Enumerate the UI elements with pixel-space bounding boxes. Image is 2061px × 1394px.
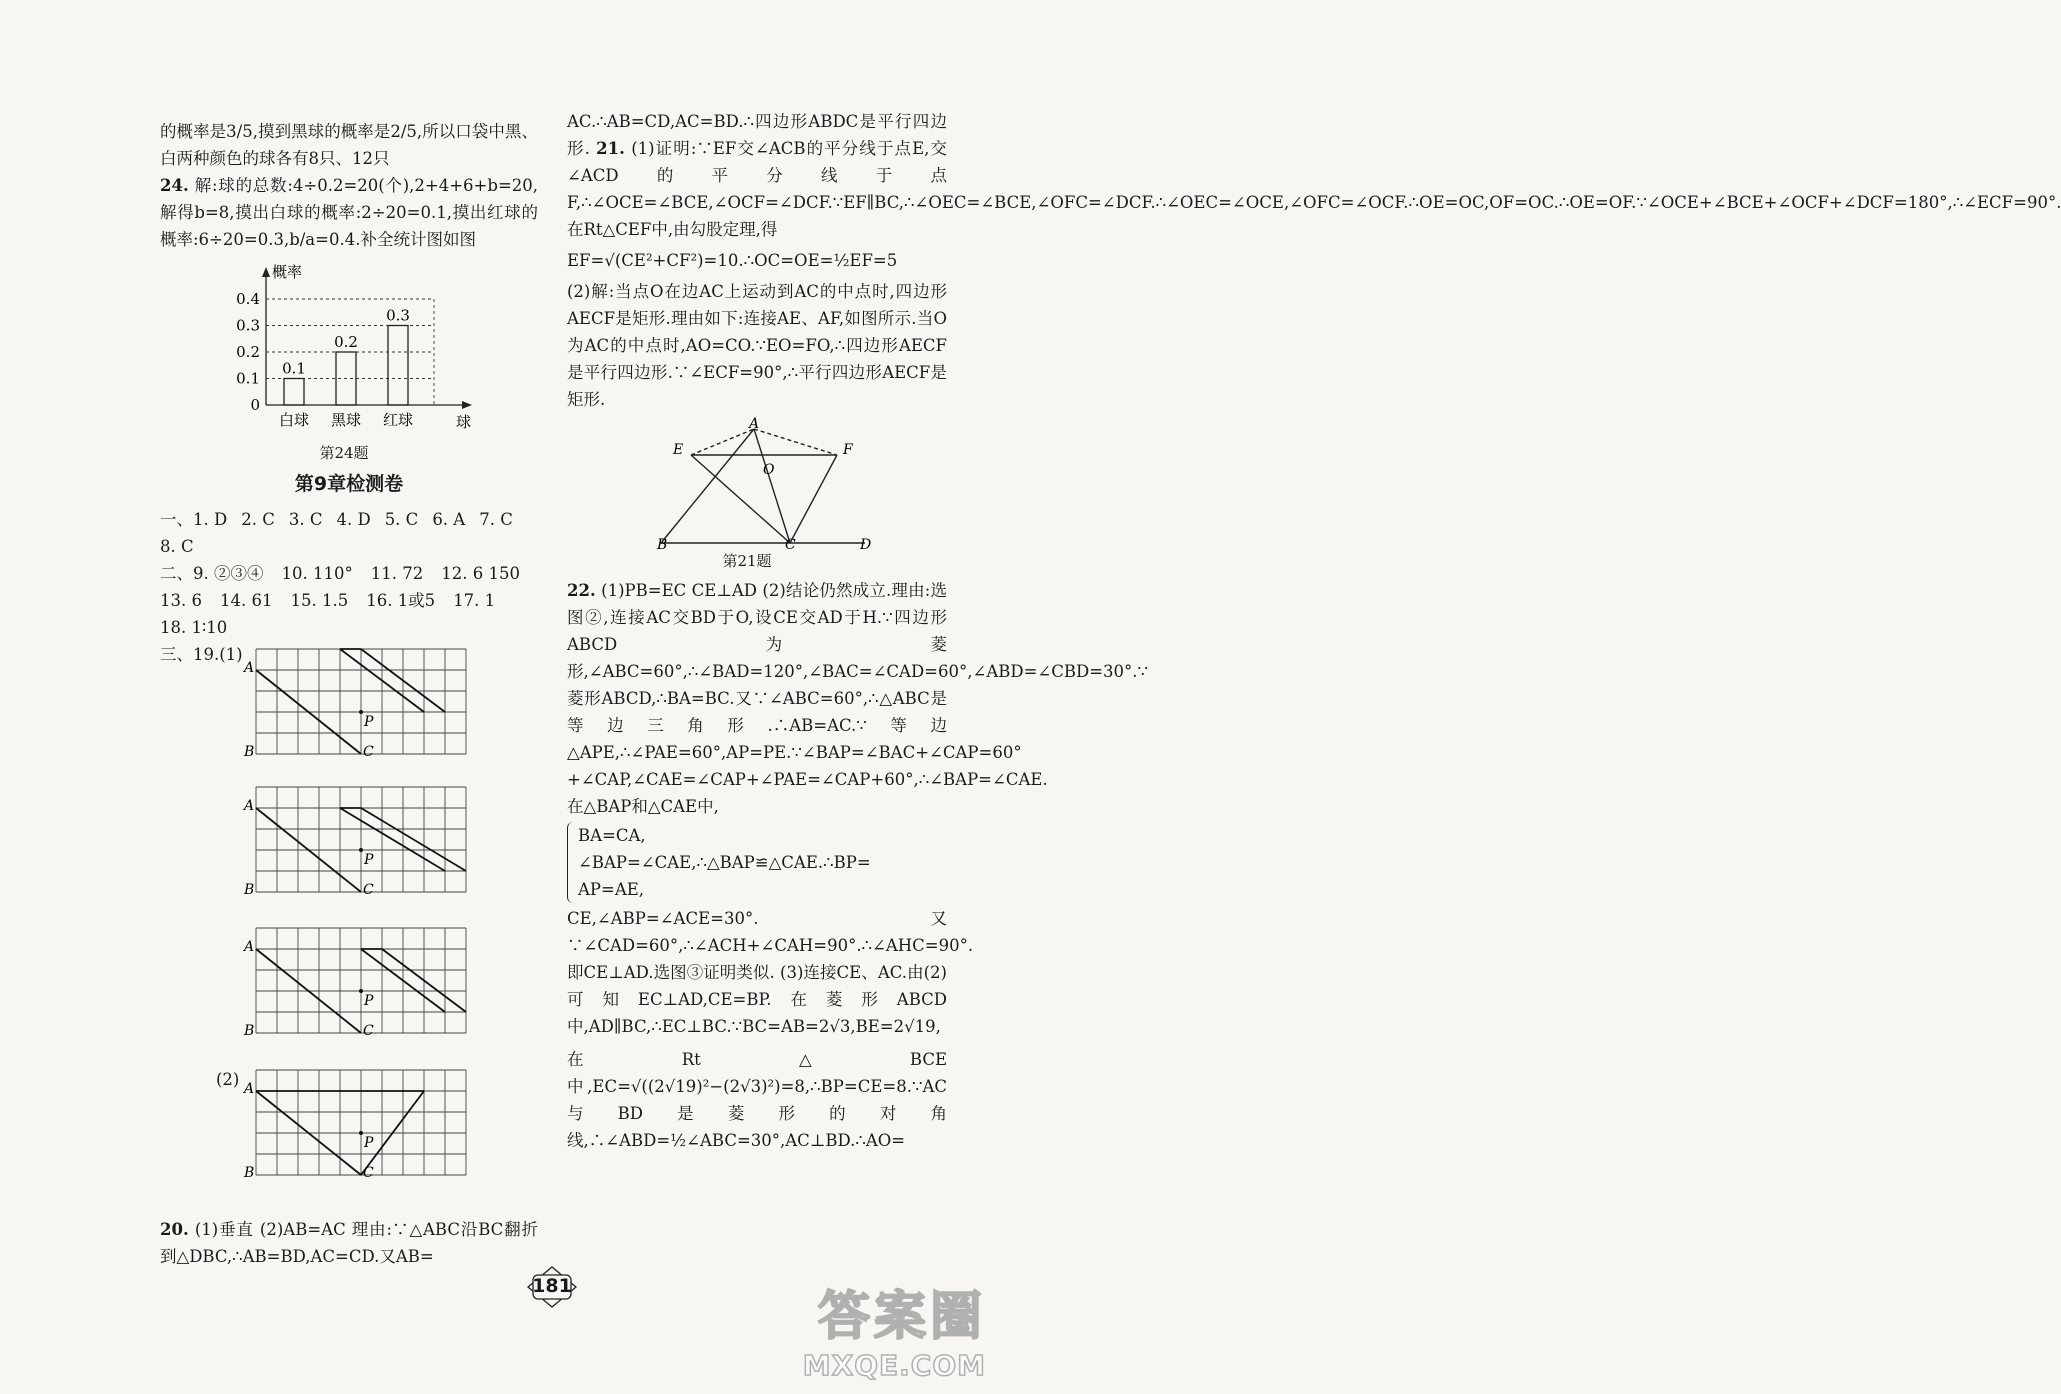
y-tick-label: 0 xyxy=(250,396,260,414)
answer-row xyxy=(160,560,538,587)
answer-item: 12. 6 150 xyxy=(441,564,520,583)
translated-edge-2 xyxy=(361,808,466,871)
answer-22 xyxy=(567,577,1149,820)
q20-continuation: AC.∴AB=CD,AC=BD.∴四边形ABDC是平行四边形. xyxy=(567,112,947,158)
point-P xyxy=(359,710,363,714)
chart-caption: 第24题 xyxy=(319,444,369,462)
x-tick-label: 红球 xyxy=(382,411,414,429)
x-axis-arrow xyxy=(462,401,472,409)
label-A: A xyxy=(244,798,255,814)
label-P: P xyxy=(364,1135,374,1151)
y-axis-arrow xyxy=(262,267,270,277)
label-D: D xyxy=(860,537,872,553)
q21-number: 21. xyxy=(596,139,625,158)
line-AC xyxy=(754,429,790,543)
translated-edge xyxy=(340,808,445,871)
q20-text: (1)垂直 (2)AB=AC 理由:∵△ABC沿BC翻折到△DBC,∴AB=BD,AC=CD.又AB= xyxy=(160,1220,539,1266)
label-O: O xyxy=(763,462,775,478)
figure-21-geometry xyxy=(651,416,881,553)
answer-23-end: 的概率是3/5,摸到黑球的概率是2/5,所以口袋中黑、白两种颜色的球各有8只、12只 xyxy=(160,122,538,168)
answer-20-end xyxy=(567,108,2061,243)
label-A: A xyxy=(749,416,760,432)
label-P: P xyxy=(364,714,374,730)
brace-line-3: AP=AE, xyxy=(578,880,645,899)
brace-line-2: ∠BAP=∠CAE,∴△BAP≌△CAE.∴BP= xyxy=(578,853,871,872)
q21-part2: (2)解:当点O在边AC上运动到AC的中点时,四边形AECF是矩形.理由如下:连接AE、AF,如图所示.当O为AC的中点时,AO=CO.∵EO=FO,∴四边形AECF是平行四边形.∵∠ECF=90°,∴平行四边形AECF是矩形. xyxy=(567,282,947,409)
q19-label: 三、19.(1) xyxy=(160,645,243,664)
q19-part2-label: (2) xyxy=(216,1070,240,1089)
answer-item: 二、9. ②③④ xyxy=(160,564,264,583)
label-C: C xyxy=(363,1023,374,1039)
point-P xyxy=(359,1131,363,1135)
label-B: B xyxy=(244,1165,255,1181)
left-column xyxy=(160,118,538,1270)
q22-text: (1)PB=EC CE⊥AD (2)结论仍然成立.理由:选图②,连接AC交BD于O,设CE交AD于H.∵四边形ABCD为菱形,∠ABC=60°,∴∠BAD=120°,∠BAC=∠CAD=60°,∠ABD=∠CBD=30°.∵菱形ABCD,∴BA=BC.又∵∠ABC=60°,∴△ABC是等边三角形.∴AB=AC.∵等边△APE,∴∠PAE=60°,AP=PE.∵∠BAP=∠BAC+∠CAP=60°+∠CAP,∠CAE=∠CAP+∠PAE=∠CAP+60°,∴∠BAP=∠CAE.在△BAP和△CAE中, xyxy=(567,581,1149,816)
answer-item: 一、1. D xyxy=(160,510,228,529)
label-A: A xyxy=(244,939,255,955)
answer-22-part3: 在Rt△BCE中,EC=√((2√19)²−(2√3)²)=8,∴BP=CE=8.∵AC与BD是菱形的对角线,∴∠ABD=½∠ABC=30°,AC⊥BD.∴AO= xyxy=(567,1050,947,1150)
bar-value-label: 0.2 xyxy=(334,333,358,351)
label-P: P xyxy=(364,993,374,1009)
y-tick-label: 0.4 xyxy=(236,290,260,308)
page-number-badge xyxy=(527,1266,577,1308)
label-P: P xyxy=(364,852,374,868)
grid-figure-1 xyxy=(246,645,476,771)
q21-formula: EF=√(CE²+CF²)=10.∴OC=OE=½EF=5 xyxy=(567,251,898,270)
grid-figure-4 xyxy=(246,1066,476,1192)
q21-text: (1)证明:∵EF交∠ACB的平分线于点E,交∠ACD的平分线于点F,∴∠OCE=∠BCE,∠OCF=∠DCF.∵EF∥BC,∴∠OEC=∠BCE,∠OFC=∠DCF.∴∠OEC=∠OCE,∠OFC=∠OCF.∴OE=OC,OF=OC.∴OE=OF.∵∠OCE+∠BCE+∠OCF+∠DCF=180°,∴∠ECF=90°.在Rt△CEF中,由勾股定理,得 xyxy=(567,139,2061,239)
label-B: B xyxy=(244,882,255,898)
watermark-url: MXQE.COM xyxy=(802,1349,986,1382)
q22-number: 22. xyxy=(567,581,596,600)
x-tick-label: 黑球 xyxy=(330,411,362,429)
answer-item: 3. C xyxy=(288,510,323,529)
bar-value-label: 0.3 xyxy=(386,306,410,325)
label-F: F xyxy=(843,442,853,458)
answer-24 xyxy=(160,172,538,253)
answer-item: 6. A xyxy=(432,510,466,529)
q20-number: 20. xyxy=(160,1220,189,1239)
y-tick-label: 0.1 xyxy=(236,369,260,388)
right-column xyxy=(567,108,2061,1154)
label-C: C xyxy=(363,744,374,760)
label-B: B xyxy=(244,1023,255,1039)
q24-number: 24. xyxy=(160,176,189,195)
answer-item: 5. C xyxy=(384,510,419,529)
line-AE-dashed xyxy=(691,429,754,455)
bar-value-label: 0.1 xyxy=(282,359,306,378)
grid-figure-2 xyxy=(246,783,476,909)
y-axis-label: 概率 xyxy=(272,263,303,281)
bar xyxy=(388,326,408,406)
answer-item: 13. 6 xyxy=(160,591,202,610)
label-E: E xyxy=(673,442,684,458)
answer-item: 15. 1.5 xyxy=(290,591,349,610)
answer-item: 10. 110° xyxy=(281,564,353,583)
answer-item: 11. 72 xyxy=(370,564,424,583)
point-P xyxy=(359,989,363,993)
label-C: C xyxy=(363,882,374,898)
answer-item: 2. C xyxy=(241,510,275,529)
y-tick-label: 0.2 xyxy=(236,343,260,361)
answer-22-continued: CE,∠ABP=∠ACE=30°.又∵∠CAD=60°,∴∠ACH+∠CAH=90°.∴∠AHC=90°.即CE⊥AD.选图③证明类似. (3)连接CE、AC.由(2)可知EC⊥AD,CE=BP.在菱形ABCD中,AD∥BC,∴EC⊥BC.∵BC=AB=2√3,BE=2√19, xyxy=(567,909,974,1036)
multiple-choice-answers xyxy=(160,506,538,641)
brace-line-1: BA=CA, xyxy=(578,826,646,845)
label-C: C xyxy=(363,1165,374,1181)
answer-item: 16. 1或5 xyxy=(366,591,436,610)
grid-figure-3 xyxy=(246,924,476,1050)
label-A: A xyxy=(244,660,255,676)
x-axis-label: 球 xyxy=(456,413,472,431)
chapter-heading: 第9章检测卷 xyxy=(294,473,404,495)
bar xyxy=(284,379,304,406)
line-AF-dashed xyxy=(754,429,837,455)
label-C: C xyxy=(785,537,796,553)
answer-item: 17. 1 xyxy=(453,591,496,610)
figure-21-caption: 第21题 xyxy=(722,552,772,570)
label-B: B xyxy=(657,537,668,553)
watermark-logo-text: 答案圈 xyxy=(817,1287,986,1347)
answer-item: 14. 61 xyxy=(219,591,273,610)
answer-row xyxy=(160,614,538,641)
answer-item: 18. 1∶10 xyxy=(160,618,228,637)
point-P xyxy=(359,848,363,852)
label-B: B xyxy=(244,744,255,760)
line-EC xyxy=(691,455,790,543)
q19-block xyxy=(160,641,538,1231)
watermark xyxy=(736,1274,986,1384)
answer-item: 4. D xyxy=(336,510,371,529)
q24-text: 解:球的总数:4÷0.2=20(个),2+4+6+b=20,解得b=8,摸出白球的概率:2÷20=0.1,摸出红球的概率:6÷20=0.3,b/a=0.4.补全统计图如图 xyxy=(160,176,539,249)
page-number: 181 xyxy=(532,1275,572,1297)
line-FC xyxy=(790,455,837,543)
brace-system xyxy=(567,822,947,903)
label-A: A xyxy=(244,1081,255,1097)
y-tick-label: 0.3 xyxy=(236,316,260,335)
answer-item: 8. C xyxy=(160,537,194,556)
answer-item: 7. C xyxy=(479,510,513,529)
answer-row xyxy=(160,533,538,560)
answer-row xyxy=(160,587,538,614)
answer-row xyxy=(160,506,538,533)
probability-bar-chart xyxy=(226,259,546,443)
x-tick-label: 白球 xyxy=(278,411,310,429)
